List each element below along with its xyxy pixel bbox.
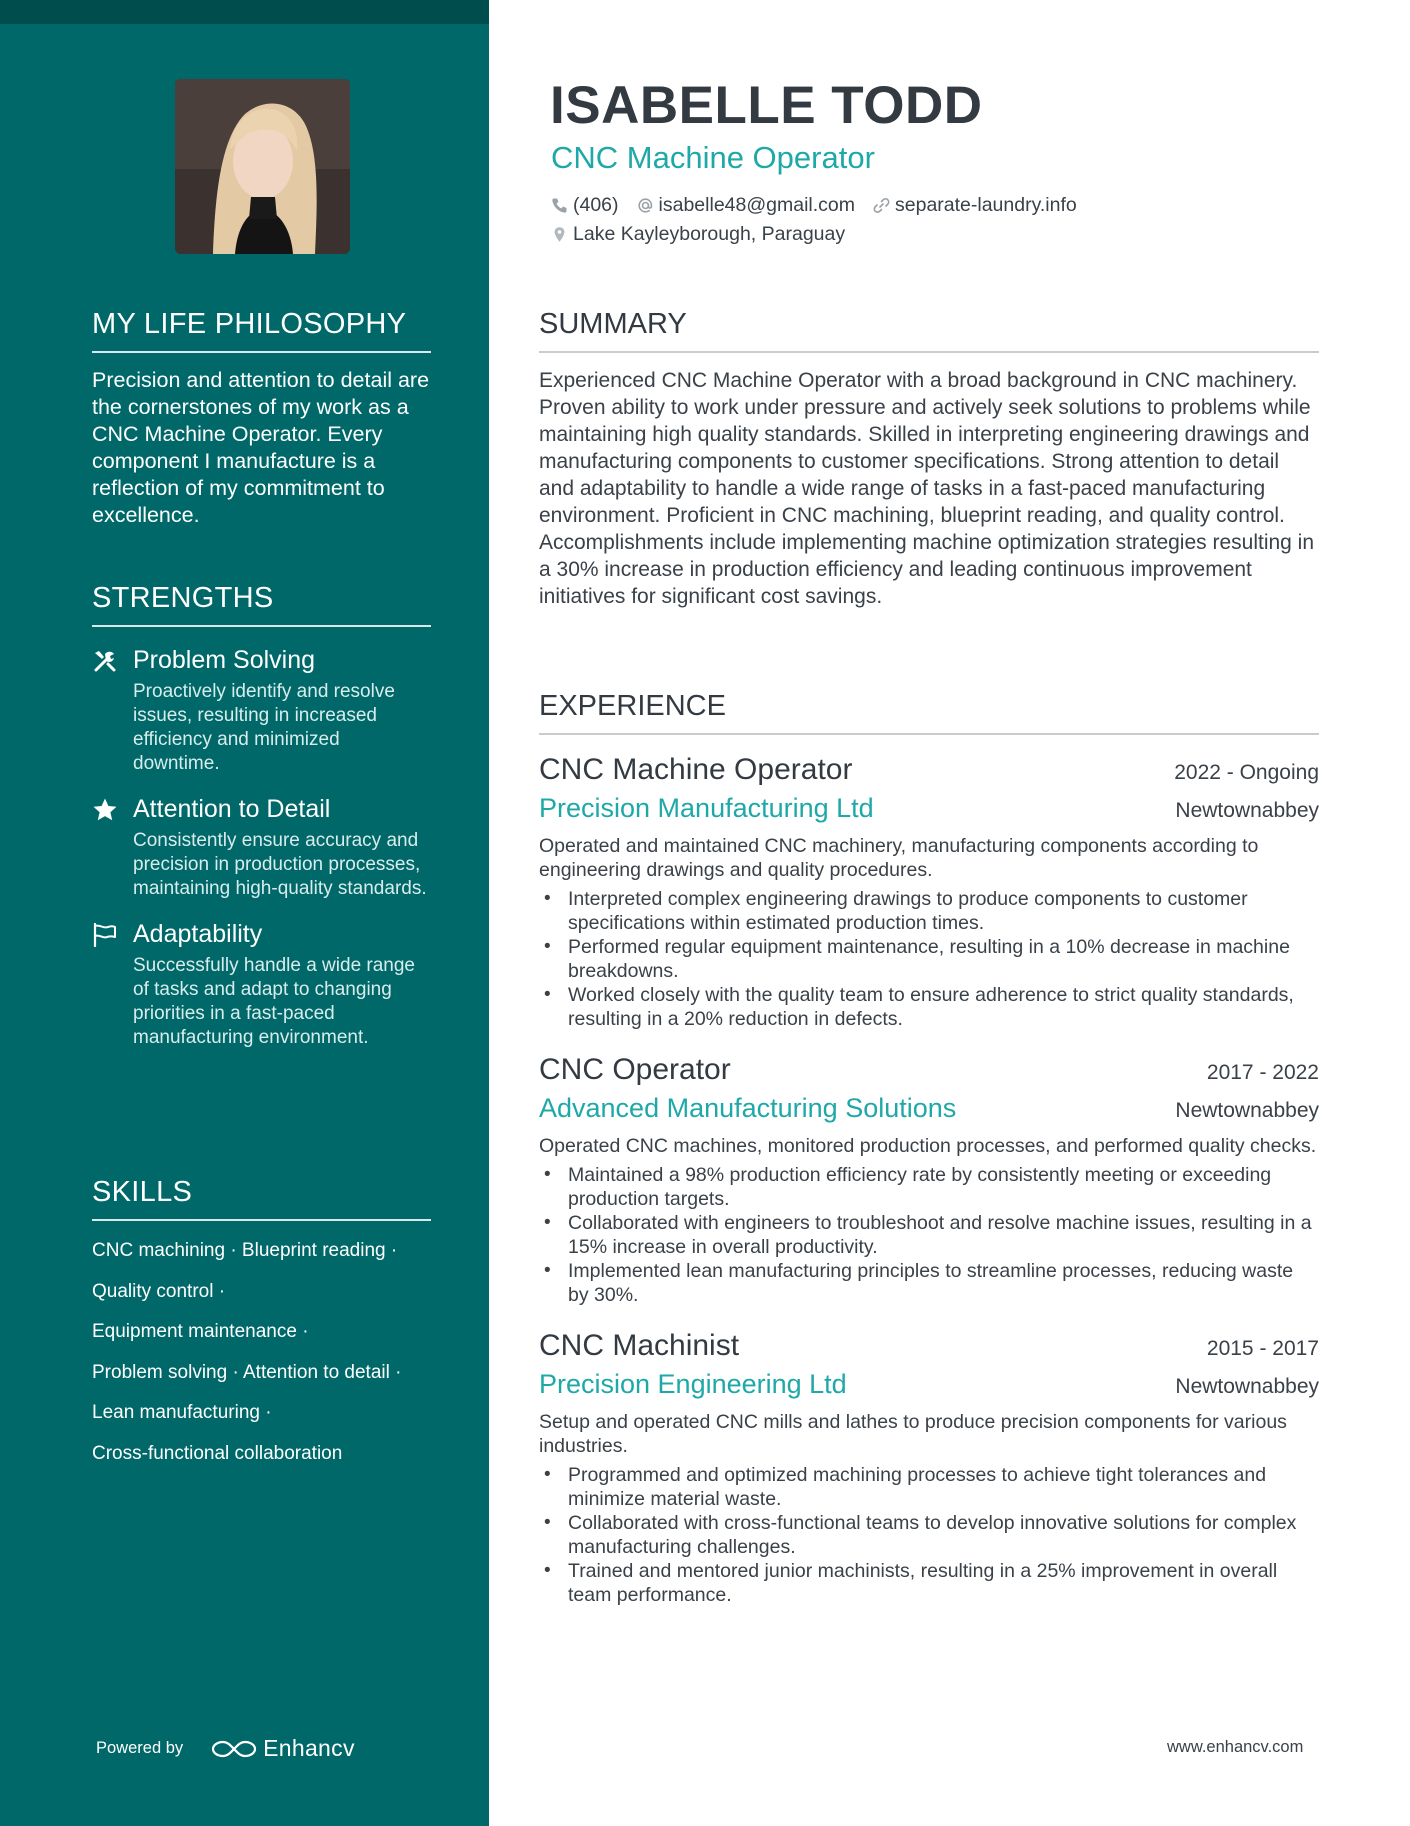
profile-photo <box>175 79 350 254</box>
at-icon <box>637 197 654 214</box>
job-bullets <box>539 887 1319 1031</box>
job-bullet: • Trained and mentored junior machinists, resulting in a 25% improvement in overall team performance. <box>539 1559 1319 1607</box>
summary-section <box>539 308 1319 610</box>
job-bullet: • Implemented lean manufacturing principles to streamline processes, reducing waste by 30%. <box>539 1259 1319 1307</box>
powered-by-label: Powered by <box>96 1739 184 1757</box>
skills-list <box>92 1231 431 1474</box>
job-description: Setup and operated CNC mills and lathes to produce precision components for various industries. <box>539 1411 1287 1457</box>
job-dates: 2017 - 2022 <box>1206 1061 1319 1084</box>
job-bullet: • Worked closely with the quality team to ensure adherence to strict quality standards, resulting in a 20% reduction in defects. <box>539 983 1319 1031</box>
job-role: CNC Machine Operator <box>539 753 853 786</box>
job-location: Newtownabbey <box>1175 799 1319 822</box>
strengths-heading: STRENGTHS <box>92 582 431 627</box>
job-company: Advanced Manufacturing Solutions <box>539 1093 957 1123</box>
philosophy-text: Precision and attention to detail are the cornerstones of my work as a CNC Machine Operator. Every component I manufacture is a reflection of my commitment to excellence. <box>92 368 430 527</box>
tools-icon <box>92 648 118 674</box>
location-text: Lake Kayleyborough, Paraguay <box>573 223 846 245</box>
experience-entry <box>539 1327 1319 1607</box>
summary-text: Experienced CNC Machine Operator with a broad background in CNC machinery. Proven ability to work under pressure and actively seek solutions to problems while maintaining high quality standards. Skilled in interpreting engineering drawings and manufacturing components to customer specifications. Strong attention to detail and adaptability to handle a wide range of tasks in a fast-paced manufacturing environment. Proficient in CNC machining, blueprint reading, and quality control. Accomplishments include implementing machine optimization strategies resulting in a 30% increase in production efficiency and leading continuous improvement initiatives for significant cost savings. <box>539 369 1315 608</box>
strength-title: Adaptability <box>133 920 263 948</box>
skill-line: Quality control · <box>92 1280 226 1302</box>
powered-by <box>96 1735 355 1762</box>
skill-line: Problem solving · Attention to detail · <box>92 1361 402 1383</box>
job-bullet: • Maintained a 98% production efficiency rate by consistently meeting or exceeding production targets. <box>539 1163 1319 1211</box>
strength-item <box>92 919 431 1050</box>
job-bullet: • Collaborated with cross-functional teams to develop innovative solutions for complex manufacturing challenges. <box>539 1511 1319 1559</box>
contact-email[interactable] <box>637 192 855 218</box>
job-bullet: • Interpreted complex engineering drawings to produce components to customer specifications within estimated production times. <box>539 887 1319 935</box>
job-bullet: • Collaborated with engineers to troubleshoot and resolve machine issues, resulting in a 15% increase in overall productivity. <box>539 1211 1319 1259</box>
star-icon <box>92 797 118 823</box>
strength-desc: Successfully handle a wide range of tasks and adapt to changing priorities in a fast-paced manufacturing environment. <box>133 955 416 1048</box>
skills-section <box>92 1176 431 1474</box>
job-bullets <box>539 1463 1319 1607</box>
enhancv-brand: Enhancv <box>263 1735 355 1761</box>
strengths-section <box>92 582 431 1050</box>
sidebar <box>0 0 489 1826</box>
skills-heading: SKILLS <box>92 1176 431 1221</box>
job-location: Newtownabbey <box>1175 1375 1319 1398</box>
skill-line: CNC machining · Blueprint reading · <box>92 1240 398 1261</box>
job-description: Operated CNC machines, monitored production processes, and performed quality checks. <box>539 1135 1317 1157</box>
job-role: CNC Machinist <box>539 1329 740 1362</box>
philosophy-section <box>92 308 431 529</box>
experience-entry <box>539 751 1319 1031</box>
summary-heading: SUMMARY <box>539 308 1319 353</box>
link-icon <box>873 197 890 214</box>
footer-url[interactable]: www.enhancv.com <box>1167 1738 1304 1756</box>
contact-location <box>551 221 845 247</box>
strength-title: Problem Solving <box>133 646 316 674</box>
sidebar-top-band <box>0 0 489 24</box>
candidate-name: ISABELLE TODD <box>550 76 983 135</box>
skill-line: Lean manufacturing · <box>92 1402 272 1423</box>
candidate-title: CNC Machine Operator <box>551 140 875 175</box>
job-bullet: • Programmed and optimized machining processes to achieve tight tolerances and minimize material waste. <box>539 1463 1319 1511</box>
contact-website[interactable] <box>873 192 1077 218</box>
job-dates: 2022 - Ongoing <box>1174 761 1319 784</box>
job-bullet: • Performed regular equipment maintenance, resulting in a 10% decrease in machine breakdowns. <box>539 935 1319 983</box>
contact-row <box>551 192 1095 218</box>
skill-line: Cross-functional collaboration <box>92 1442 343 1464</box>
experience-heading: EXPERIENCE <box>539 690 1319 735</box>
email-text: isabelle48@gmail.com <box>658 194 855 216</box>
philosophy-heading: MY LIFE PHILOSOPHY <box>92 308 431 353</box>
experience-section <box>539 690 1319 1607</box>
job-role: CNC Operator <box>539 1053 731 1086</box>
job-dates: 2015 - 2017 <box>1206 1337 1319 1360</box>
experience-entry <box>539 1051 1319 1307</box>
phone-text: (406) <box>573 194 619 216</box>
location-row <box>551 221 863 247</box>
flag-icon <box>92 922 118 948</box>
job-description: Operated and maintained CNC machinery, manufacturing components according to engineering drawings and quality procedures. <box>539 835 1259 881</box>
strength-item <box>92 794 431 901</box>
website-text: separate-laundry.info <box>895 194 1077 216</box>
job-location: Newtownabbey <box>1175 1099 1319 1122</box>
skill-line: Equipment maintenance · <box>92 1321 309 1342</box>
strength-desc: Proactively identify and resolve issues, resulting in increased efficiency and minimized downtime. <box>133 681 395 774</box>
strength-desc: Consistently ensure accuracy and precision in production processes, maintaining high-quality standards. <box>133 830 427 899</box>
job-company: Precision Manufacturing Ltd <box>539 793 874 823</box>
contact-phone[interactable] <box>551 192 619 218</box>
job-company: Precision Engineering Ltd <box>539 1369 847 1399</box>
phone-icon <box>551 197 568 214</box>
location-pin-icon <box>551 226 568 243</box>
enhancv-logo-icon <box>211 1738 257 1760</box>
job-bullets <box>539 1163 1319 1307</box>
strength-item <box>92 645 431 776</box>
strength-title: Attention to Detail <box>133 795 331 823</box>
enhancv-logo[interactable] <box>211 1735 355 1762</box>
